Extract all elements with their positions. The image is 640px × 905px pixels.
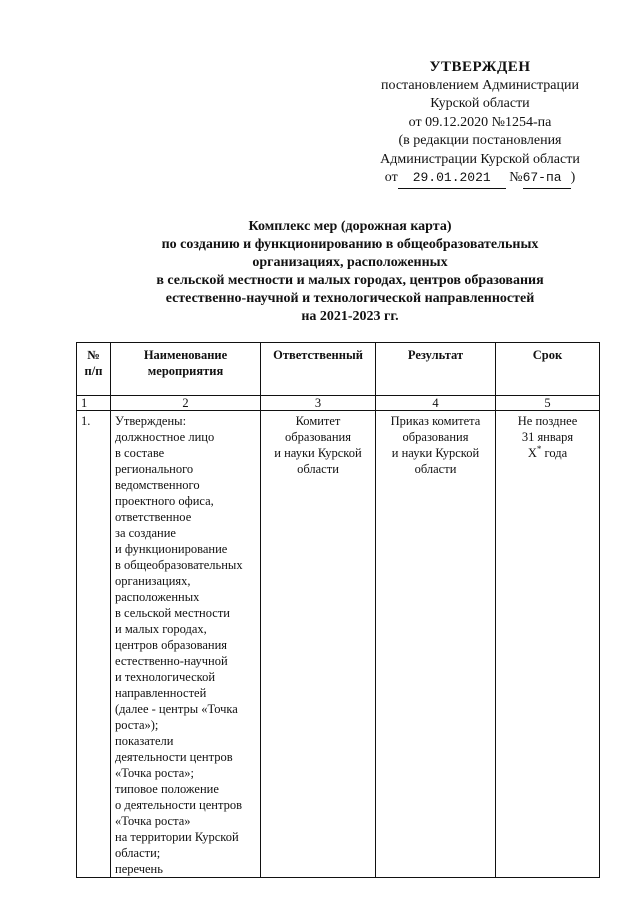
activity-line: за создание: [115, 526, 176, 540]
document-heading: [80, 218, 620, 326]
header-responsible: Ответственный: [261, 343, 376, 396]
amendment-dateline: [330, 169, 630, 189]
activity-line: расположенных: [115, 590, 200, 604]
activity-line: организациях,: [115, 574, 191, 588]
footnote-marker: *: [536, 443, 542, 454]
roadmap-table: [76, 342, 600, 878]
header-num: № п/п: [77, 343, 111, 396]
heading-line-2: по созданию и функционированию в общеобразовательных: [161, 237, 539, 252]
activity-line: направленностей: [115, 686, 207, 700]
table-row: [77, 411, 600, 878]
activity-line: ответственное: [115, 510, 192, 524]
activity-line: (далее - центры «Точка: [115, 702, 238, 716]
activity-line: и технологической: [115, 670, 216, 684]
header-deadline: Срок: [496, 343, 600, 396]
approval-line-4: (в редакции постановления: [398, 133, 562, 148]
responsible-cell: Комитет образования и науки Курской области: [261, 411, 376, 878]
column-number: 1: [77, 396, 111, 411]
deadline-cell: Не позднее 31 января X* года: [496, 411, 600, 878]
header-name: Наименование мероприятия: [111, 343, 261, 396]
approval-line-5: Администрации Курской области: [380, 151, 580, 167]
heading-line-5: естественно-научной и технологической направленностей: [165, 291, 535, 306]
activity-line: и функционирование: [115, 542, 228, 556]
heading-line-1: Комплекс мер (дорожная карта): [248, 219, 452, 234]
column-number: 2: [111, 396, 261, 411]
table-header-row: [77, 343, 600, 396]
activity-line: и малых городах,: [115, 622, 207, 636]
activity-line: естественно-научной: [115, 654, 228, 668]
activity-line: деятельности центров: [115, 750, 233, 764]
column-number: 4: [376, 396, 496, 411]
result-cell: Приказ комитета образования и науки Курской области: [376, 411, 496, 878]
amendment-number: 67-па: [523, 169, 571, 189]
activity-line: проектного офиса,: [115, 494, 214, 508]
date-prefix: от: [384, 170, 398, 185]
activity-line: на территории Курской: [115, 830, 239, 844]
activity-line: должностное лицо: [115, 430, 215, 444]
heading-line-4: в сельской местности и малых городах, центров образования: [156, 273, 544, 288]
activity-line: в общеобразовательных: [115, 558, 243, 572]
amendment-date: 29.01.2021: [398, 169, 506, 189]
activity-line: «Точка роста»;: [115, 766, 194, 780]
activity-line: показатели: [115, 734, 174, 748]
heading-line-6: на 2021-2023 гг.: [301, 309, 399, 324]
approval-line-3: от 09.12.2020 №1254-па: [408, 114, 552, 130]
activity-line: Утверждены:: [115, 414, 187, 428]
activity-line: роста»);: [115, 718, 159, 732]
approval-line-2: Курской области: [430, 96, 530, 111]
closing-paren: ): [570, 170, 576, 185]
activity-line: регионального: [115, 462, 194, 476]
approval-block: [330, 58, 630, 189]
activity-line: области;: [115, 846, 161, 860]
activity-line: типовое положение: [115, 782, 219, 796]
header-result: Результат: [376, 343, 496, 396]
activity-line: перечень: [115, 862, 163, 876]
column-number-row: [77, 396, 600, 411]
column-number: 3: [261, 396, 376, 411]
column-number: 5: [496, 396, 600, 411]
approval-line-1: постановлением Администрации: [381, 77, 579, 93]
activity-line: в сельской местности: [115, 606, 230, 620]
activity-line: в составе: [115, 446, 165, 460]
activity-name: [111, 411, 261, 878]
activity-line: о деятельности центров: [115, 798, 243, 812]
activity-line: ведомственного: [115, 478, 200, 492]
approval-title: УТВЕРЖДЕН: [429, 59, 531, 75]
activity-line: «Точка роста»: [115, 814, 191, 828]
activity-line: центров образования: [115, 638, 228, 652]
heading-line-3: организациях, расположенных: [252, 255, 448, 270]
number-prefix: №: [509, 170, 523, 185]
row-number: 1.: [77, 411, 111, 878]
